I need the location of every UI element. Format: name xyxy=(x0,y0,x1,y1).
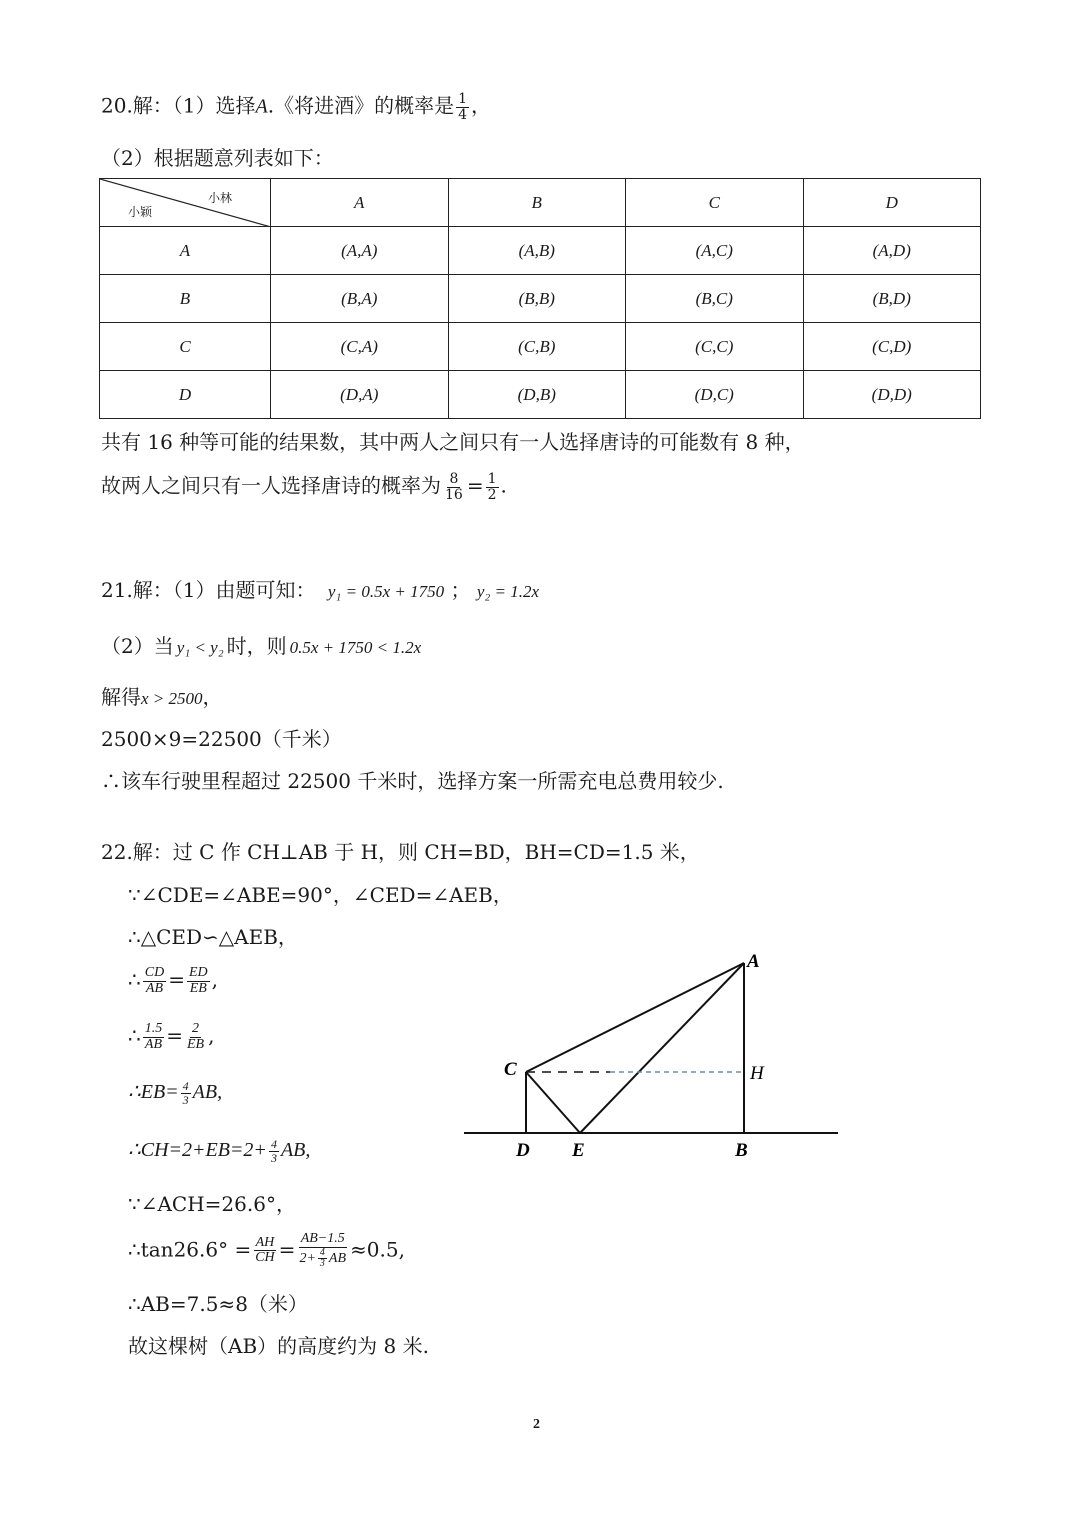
row-header: A xyxy=(100,227,271,275)
segment-ea xyxy=(580,963,744,1133)
table-cell: (B,D) xyxy=(803,275,981,323)
q21-y1-expression: y₁ = 0.5x + 1750 xyxy=(327,582,445,601)
frac-den: EB xyxy=(187,1036,205,1052)
q21-condition: y₁ < y₂ xyxy=(176,638,224,657)
table-cell: (C,A) xyxy=(271,323,449,371)
comma: , xyxy=(211,967,218,992)
row-header: C xyxy=(100,323,271,371)
therefore-symbol: ∴ xyxy=(128,1023,141,1048)
q22-line9-end: ≈0.5, xyxy=(350,1237,405,1262)
segment-ce xyxy=(526,1072,580,1133)
corner-diagonal xyxy=(100,179,271,227)
fraction-1.5-ab xyxy=(143,1022,165,1052)
q22-line1: 22.解：过 C 作 CH⊥AB 于 H，则 CH=BD，BH=CD=1.5 米， xyxy=(101,840,700,864)
table-corner-cell xyxy=(100,179,271,227)
label-c: C xyxy=(504,1059,517,1080)
table-header-row xyxy=(100,179,981,227)
q20-line2: （2）根据题意列表如下： xyxy=(101,146,334,170)
frac-den: 3 xyxy=(319,1258,325,1270)
col-header: A xyxy=(271,179,449,227)
equals-sign: = xyxy=(168,967,185,992)
table-row xyxy=(100,323,981,371)
q22-line3: ∴△CED∽△AEB， xyxy=(128,925,298,949)
frac-num: AB−1.5 xyxy=(300,1231,345,1246)
q20-line1-prefix: 20.解：（1）选择 xyxy=(101,93,256,118)
therefore-symbol: ∴ xyxy=(128,967,141,992)
q22-line7 xyxy=(128,1138,310,1165)
table-cell: (C,D) xyxy=(803,323,981,371)
q21-line2 xyxy=(101,634,421,658)
col-header: C xyxy=(626,179,804,227)
col-header: D xyxy=(803,179,981,227)
fraction-1-2 xyxy=(486,472,499,502)
fraction-4-3 xyxy=(181,1080,191,1106)
q21-line1 xyxy=(101,578,539,602)
q22-geometry-figure xyxy=(455,945,855,1165)
row-header: D xyxy=(100,371,271,419)
q20-line3: 共有 16 种等可能的结果数，其中两人之间只有一人选择唐诗的可能数有 8 种， xyxy=(101,430,805,454)
frac-den: AB xyxy=(144,1036,163,1052)
q22-line7-prefix: ∴CH=2+EB=2+ xyxy=(128,1139,267,1161)
table-cell: (B,B) xyxy=(448,275,626,323)
fraction-ah-ch xyxy=(253,1236,276,1266)
q21-inequality: 0.5x + 1750 < 1.2x xyxy=(289,638,422,657)
q22-line9-prefix: ∴tan26.6° = xyxy=(128,1237,252,1262)
q21-line3-prefix: 解得 xyxy=(101,685,141,709)
fraction-cd-ab xyxy=(143,966,166,996)
label-a: A xyxy=(747,951,760,972)
frac-num: 4 xyxy=(182,1079,189,1094)
q22-line6-end: AB, xyxy=(192,1081,223,1103)
q22-line7-end: AB, xyxy=(280,1139,311,1161)
q22-line5 xyxy=(128,1022,214,1052)
table-cell: (D,B) xyxy=(448,371,626,419)
corner-label-xiaoying: 小颖 xyxy=(128,205,153,219)
frac-den: AB xyxy=(145,980,164,996)
fraction-ed-eb xyxy=(187,966,210,996)
table-cell: (D,D) xyxy=(803,371,981,419)
q22-line10: ∴AB=7.5≈8（米） xyxy=(128,1292,308,1316)
q21-line1-prefix: 21.解：（1）由题可知： xyxy=(101,578,316,602)
q22-line8: ∵∠ACH=26.6°， xyxy=(128,1192,296,1216)
frac-den: EB xyxy=(189,980,207,996)
table-cell: (B,C) xyxy=(626,275,804,323)
equals-sign: = xyxy=(466,473,484,498)
label-b: B xyxy=(735,1140,748,1161)
q22-line6-prefix: ∴EB= xyxy=(128,1081,179,1103)
frac-den: 3 xyxy=(270,1150,277,1165)
q21-line4: 2500×9=22500（千米） xyxy=(101,727,342,751)
table-cell: (C,C) xyxy=(626,323,804,371)
label-d: D xyxy=(516,1140,530,1161)
q22-line11: 故这棵树（AB）的高度约为 8 米. xyxy=(128,1334,429,1358)
q21-line5: ∴该车行驶里程超过 22500 千米时，选择方案一所需充电总费用较少. xyxy=(101,769,724,793)
frac-num: ED xyxy=(188,965,208,980)
q21-line2-mid: 时，则 xyxy=(226,634,287,658)
q20-outcome-table xyxy=(99,178,981,419)
q21-y2-expression: y₂ = 1.2x xyxy=(476,582,540,601)
frac-den: 16 xyxy=(445,486,463,503)
col-header: B xyxy=(448,179,626,227)
table-cell: (D,A) xyxy=(271,371,449,419)
table-row xyxy=(100,275,981,323)
frac-num: 1 xyxy=(487,471,497,487)
q22-line2: ∵∠CDE=∠ABE=90°，∠CED=∠AEB， xyxy=(128,883,513,907)
equals-sign: = xyxy=(278,1237,296,1262)
q20-choice-a: A xyxy=(255,95,268,118)
table-cell: (A,D) xyxy=(803,227,981,275)
table-row xyxy=(100,227,981,275)
frac-num: CD xyxy=(144,965,165,980)
q21-line2-prefix: （2）当 xyxy=(101,634,174,658)
frac-num: AH xyxy=(255,1234,275,1250)
frac-den: CH xyxy=(255,1250,275,1266)
label-e: E xyxy=(572,1140,585,1161)
fraction-4-3 xyxy=(269,1138,279,1164)
table-cell: (A,A) xyxy=(271,227,449,275)
q22-line6 xyxy=(128,1080,222,1107)
table-row xyxy=(100,371,981,419)
table-cell: (D,C) xyxy=(626,371,804,419)
frac-num: 1 xyxy=(458,91,468,107)
q20-line1-mid: .《将进酒》的概率是 xyxy=(267,93,455,118)
fraction-tan-expression xyxy=(297,1232,348,1270)
den-suffix: AB xyxy=(328,1250,346,1266)
fraction-2-eb xyxy=(185,1022,206,1052)
comma: , xyxy=(208,1023,215,1048)
q21-line3-end: ， xyxy=(202,685,223,709)
row-header: B xyxy=(100,275,271,323)
q21-solution: x > 2500 xyxy=(141,689,203,708)
q21-line3 xyxy=(101,685,223,709)
frac-num: 4 xyxy=(270,1137,277,1152)
frac-den xyxy=(297,1248,348,1270)
frac-den: 2 xyxy=(487,486,497,503)
q20-line1 xyxy=(101,92,491,122)
q21-separator: ； xyxy=(450,578,471,602)
den-prefix: 2+ xyxy=(299,1250,316,1266)
q22-line9 xyxy=(128,1232,405,1270)
q20-line4-prefix: 故两人之间只有一人选择唐诗的概率为 xyxy=(101,473,441,498)
segment-ca xyxy=(526,963,744,1072)
table-cell: (A,C) xyxy=(626,227,804,275)
q20-line1-end: ， xyxy=(471,93,492,118)
frac-den: 3 xyxy=(182,1092,189,1107)
frac-num: 8 xyxy=(449,471,459,487)
frac-den: 4 xyxy=(458,106,468,123)
fraction-8-16 xyxy=(443,472,465,502)
frac-num: 1.5 xyxy=(144,1021,163,1036)
frac-num: 2 xyxy=(192,1021,200,1036)
q22-line4 xyxy=(128,966,218,996)
q20-line4-end: . xyxy=(500,473,507,498)
table-cell: (C,B) xyxy=(448,323,626,371)
table-cell: (A,B) xyxy=(448,227,626,275)
fraction-4-3 xyxy=(318,1248,327,1270)
corner-label-xiaolin: 小林 xyxy=(207,191,232,205)
equals-sign: = xyxy=(166,1023,183,1048)
label-h: H xyxy=(750,1063,764,1084)
frac-num: 4 xyxy=(319,1246,325,1258)
q20-line4 xyxy=(101,472,507,502)
q20-fraction-quarter xyxy=(456,92,469,122)
table-cell: (B,A) xyxy=(271,275,449,323)
page-number: 2 xyxy=(533,1417,540,1432)
